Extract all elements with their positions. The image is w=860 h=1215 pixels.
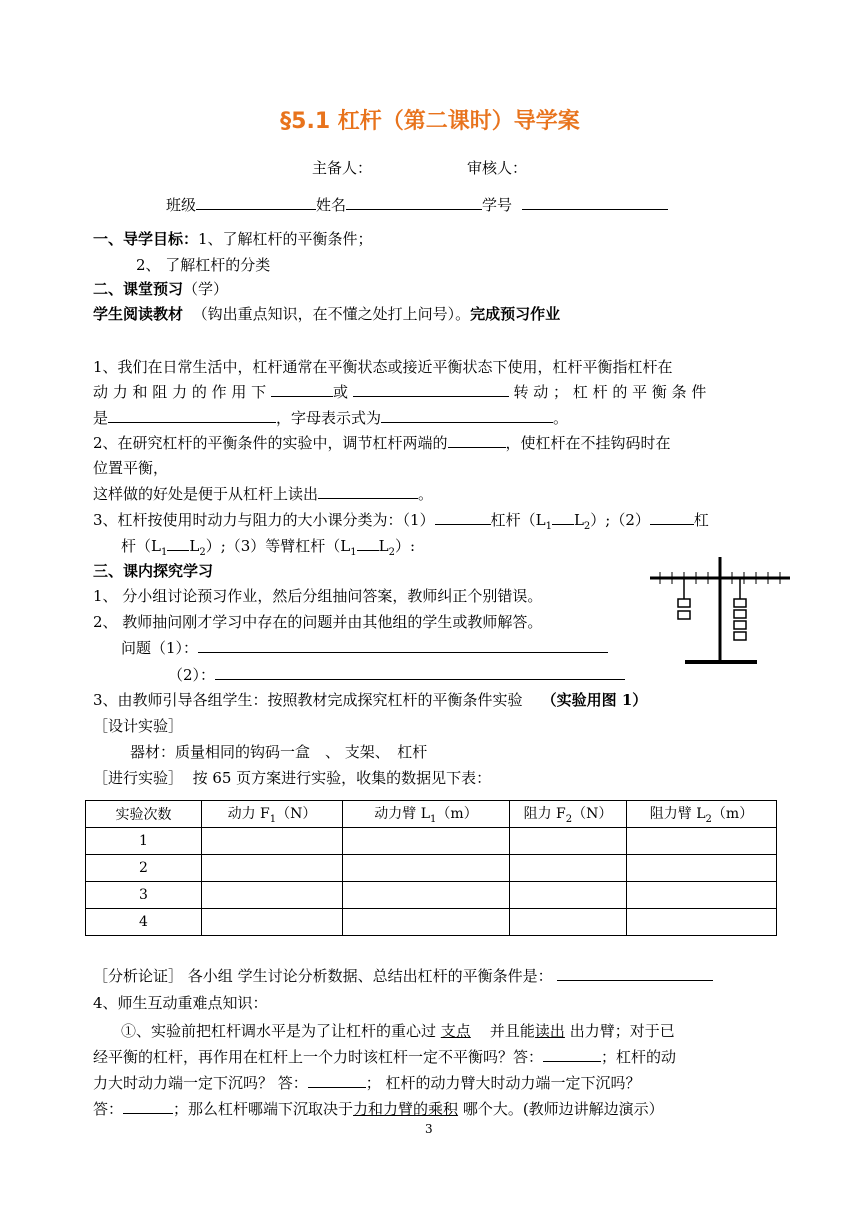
table-row xyxy=(86,855,777,882)
problem-2-blank[interactable] xyxy=(215,665,625,680)
item3-text: 3、由教师引导各组学生：按照教材完成探究杠杆的平衡条件实验 xyxy=(93,691,523,709)
table-cell[interactable] xyxy=(627,909,777,936)
q1-text-a: 动 力 和 阻 力 的 作 用 下 xyxy=(93,383,267,401)
table-cell[interactable] xyxy=(343,909,510,936)
header-resistance-arm: 阻力臂 $L_2(m)$ xyxy=(627,801,777,828)
name-blank[interactable] xyxy=(346,195,482,210)
lever-diagram-image xyxy=(645,555,795,667)
section2-heading: 二、课堂预习 xyxy=(93,280,184,298)
intro-mid: （钩出重点知识，在不懂之处打上问号）。 xyxy=(192,305,471,323)
class-blank[interactable] xyxy=(196,195,316,210)
table-cell[interactable] xyxy=(202,909,343,936)
q1-blank-4[interactable] xyxy=(381,408,553,423)
p1-text-e: 出力臂；对于已 xyxy=(569,1022,675,1040)
analysis-text: 各小组 学生讨论分析数据、总结出杠杆的平衡条件是： xyxy=(187,967,553,985)
table-cell[interactable] xyxy=(343,882,510,909)
table-cell[interactable] xyxy=(510,909,627,936)
table-cell[interactable] xyxy=(343,828,510,855)
section4-p4 xyxy=(93,1098,664,1119)
row-number: 2 xyxy=(86,855,202,882)
q3-sub-6: 2 xyxy=(388,547,395,558)
name-label: 姓名 xyxy=(316,196,347,214)
q2-text-c: 这样做的好处是便于从杠杆上读出 xyxy=(93,485,319,503)
table-cell[interactable] xyxy=(202,828,343,855)
p1-text-a: ①、实验前把杠杆调水平是为了让杠杆的重心过 xyxy=(121,1022,437,1040)
table-row xyxy=(86,882,777,909)
lever-base xyxy=(685,660,757,664)
section1-heading: 一、导学目标： xyxy=(93,230,199,248)
section3-item1: 1、 分小组讨论预习作业，然后分组抽问答案，教师纠正个别错误。 xyxy=(93,587,543,605)
problem-1-label: 问题（1）： xyxy=(121,639,199,657)
q3-blank-2[interactable] xyxy=(552,510,574,525)
table-row xyxy=(86,828,777,855)
p1-answer-read: 读出 xyxy=(534,1022,565,1040)
table-cell[interactable] xyxy=(510,855,627,882)
table-cell[interactable] xyxy=(627,882,777,909)
table-cell[interactable] xyxy=(627,855,777,882)
section4-p2 xyxy=(93,1046,676,1067)
q3-sub-4: 2 xyxy=(199,547,206,558)
q2-blank-2[interactable] xyxy=(318,484,418,499)
q3-blank-1[interactable] xyxy=(435,510,491,525)
preview-intro xyxy=(93,303,560,324)
q3-text-h: ）;（3）等臂杠杆（L xyxy=(205,537,351,555)
header-effort-force: 动力 $F_1(N)$ xyxy=(202,801,343,828)
q3-text-e: 杠 xyxy=(693,511,709,529)
p1-answer-fulcrum: 支点 xyxy=(440,1022,471,1040)
student-info-line xyxy=(166,194,668,215)
problem-2-line xyxy=(168,664,625,685)
q3-text-c: L xyxy=(573,511,584,529)
conduct-heading: ［进行实验］ xyxy=(93,769,184,787)
problem-1-line xyxy=(121,637,608,658)
header-effort-arm: 动力臂 $L_1(m)$ xyxy=(343,801,510,828)
conduct-text: 按 65 页方案进行实验，收集的数据见下表： xyxy=(192,769,492,787)
table-cell[interactable] xyxy=(510,882,627,909)
p1-text-c: 并且能 xyxy=(489,1022,535,1040)
section4-p3 xyxy=(93,1072,641,1093)
section3-item3 xyxy=(93,689,647,710)
q1-text-e: ，字母表示式为 xyxy=(276,409,382,427)
preparer-label: 主备人： xyxy=(312,159,373,177)
goal-2: 2、 了解杠杆的分类 xyxy=(136,256,271,274)
q3-text-a: 3、杠杆按使用时动力与阻力的大小课分类为：（1） xyxy=(93,511,435,529)
q1-blank-1[interactable] xyxy=(271,382,333,397)
q3-text-b: 杠杆（L xyxy=(490,511,546,529)
left-weights xyxy=(678,579,690,619)
p2-blank[interactable] xyxy=(543,1047,601,1062)
p3-text-a: 力大时动力端一定下沉吗？ 答： xyxy=(93,1074,308,1092)
goals-line-1 xyxy=(93,228,373,249)
q3-sub-2: 2 xyxy=(583,521,591,532)
q2-text-d: 。 xyxy=(418,485,434,503)
table-row xyxy=(86,909,777,936)
goal-1: 1、了解杠杆的平衡条件； xyxy=(198,230,373,248)
intro-bold-2: 完成预习作业 xyxy=(470,305,561,323)
q3-text-g: L xyxy=(189,537,200,555)
q3-text-d: ）;（2） xyxy=(590,511,650,529)
right-weights xyxy=(734,579,746,640)
q3-line2 xyxy=(121,535,415,558)
q1-line2 xyxy=(93,381,765,402)
p2-text-b: ；杠杆的动 xyxy=(601,1048,677,1066)
intro-bold-1: 学生阅读教材 xyxy=(93,305,184,323)
analysis-blank[interactable] xyxy=(557,966,713,981)
table-cell[interactable] xyxy=(343,855,510,882)
q3-sub-3: 1 xyxy=(160,547,168,558)
analysis-heading: ［分析论证］ xyxy=(93,967,184,985)
q3-blank-5[interactable] xyxy=(357,536,379,551)
design-heading: ［设计实验］ xyxy=(93,717,184,735)
q3-blank-3[interactable] xyxy=(650,510,694,525)
table-header-row xyxy=(86,801,777,828)
section3-item2: 2、 教师抽问刚才学习中存在的问题并由其他组的学生或教师解答。 xyxy=(93,613,543,631)
q2-text-b: ，使杠杆在不挂钩码时在 xyxy=(505,434,671,452)
q3-blank-4[interactable] xyxy=(167,536,189,551)
p4-text-d: 哪个大。(教师边讲解边演示） xyxy=(462,1100,664,1118)
p3-blank[interactable] xyxy=(308,1073,366,1088)
row-number: 1 xyxy=(86,828,202,855)
page-number: 3 xyxy=(425,1122,433,1136)
q1-blank-3[interactable] xyxy=(108,408,276,423)
p3-text-b: ； 杠杆的动力臂大时动力端一定下沉吗？ xyxy=(365,1074,641,1092)
q2-line1 xyxy=(93,432,671,453)
section4-heading: 4、师生互动重难点知识： xyxy=(93,994,268,1012)
q3-text-j: ）: xyxy=(394,537,416,555)
q1-line1: 1、我们在日常生活中，杠杆通常在平衡状态或接近平衡状态下使用，杠杆平衡指杠杆在 xyxy=(93,358,673,376)
reviewer-label: 审核人： xyxy=(467,159,528,177)
experiment-data-table xyxy=(85,800,777,936)
section2-heading-line xyxy=(93,278,228,299)
p4-text-a: 答： xyxy=(93,1100,124,1118)
q2-blank-1[interactable] xyxy=(448,433,506,448)
q1-text-d: 是 xyxy=(93,409,109,427)
page-title: §5.1 杠杆（第二课时）导学案 xyxy=(280,109,580,134)
q3-sub-5: 1 xyxy=(350,547,357,558)
analysis-line xyxy=(93,965,713,986)
conduct-line xyxy=(93,767,491,788)
row-number: 4 xyxy=(86,909,202,936)
header-resistance-force: 阻力 $F_2(N)$ xyxy=(510,801,627,828)
problem-1-blank[interactable] xyxy=(198,638,608,653)
p4-text-b: ；那么杠杆哪端下沉取决于 xyxy=(173,1100,354,1118)
number-label: 学号 xyxy=(482,196,513,214)
q3-line1 xyxy=(93,509,709,532)
section4-p1 xyxy=(121,1020,675,1041)
p4-blank[interactable] xyxy=(123,1099,173,1114)
q3-text-f: 杆（L xyxy=(121,537,161,555)
table-cell[interactable] xyxy=(202,855,343,882)
number-blank[interactable] xyxy=(522,195,668,210)
table-cell[interactable] xyxy=(202,882,343,909)
p4-answer: 力和力臂的乘积 xyxy=(353,1100,459,1118)
q3-sub-1: 1 xyxy=(545,521,552,532)
table-cell[interactable] xyxy=(510,828,627,855)
q1-line3 xyxy=(93,407,568,428)
problem-2-label: （2）： xyxy=(168,666,216,684)
item3-figure-note: （实验用图 1） xyxy=(541,691,648,709)
q3-text-i: L xyxy=(378,537,389,555)
class-label: 班级 xyxy=(166,196,197,214)
q2-line3 xyxy=(93,483,433,504)
q2-text-a: 2、在研究杠杆的平衡条件的实验中，调节杠杆两端的 xyxy=(93,434,448,452)
q1-text-f: 。 xyxy=(553,409,569,427)
q1-blank-2[interactable] xyxy=(353,382,509,397)
header-trial-count: 实验次数 xyxy=(86,801,202,828)
q1-text-b: 或 xyxy=(332,383,348,401)
p2-text-a: 经平衡的杠杆，再作用在杠杆上一个力时该杠杆一定不平衡吗？答： xyxy=(93,1048,544,1066)
table-cell[interactable] xyxy=(627,828,777,855)
q1-text-c: 转 动 ； 杠 杆 的 平 衡 条 件 xyxy=(513,383,707,401)
materials-line: 器材：质量相同的钩码一盒 、 支架、 杠杆 xyxy=(130,743,428,761)
section2-heading-suffix: （学） xyxy=(183,280,229,298)
section3-heading: 三、课内探究学习 xyxy=(93,562,214,580)
row-number: 3 xyxy=(86,882,202,909)
q2-line2: 位置平衡， xyxy=(93,459,169,477)
